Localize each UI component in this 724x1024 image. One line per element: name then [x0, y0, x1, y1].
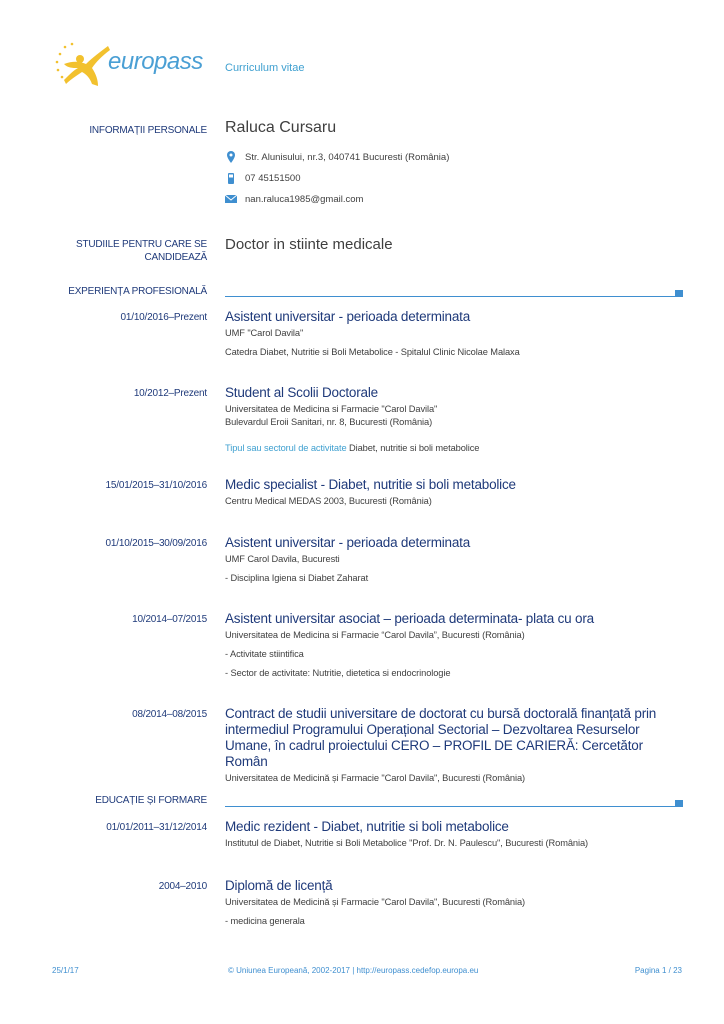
entry-line: Universitatea de Medicină și Farmacie "Carol Davila", Bucuresti (România): [225, 897, 526, 907]
experience-entry: [225, 611, 685, 680]
person-name: Raluca Cursaru: [225, 119, 337, 136]
phone-text: 07 45151500: [245, 172, 301, 184]
section-divider-square: [675, 290, 683, 297]
entry-date: 15/01/2015–31/10/2016: [105, 480, 207, 491]
sector-label: Tipul sau sectorul de activitate: [225, 443, 347, 453]
section-label-experience: EXPERIENȚA PROFESIONALĂ: [68, 286, 207, 297]
section-divider: [225, 296, 676, 297]
entry-date: 01/01/2011–31/12/2014: [106, 822, 207, 833]
entry-title: Asistent universitar - perioada determinata: [225, 309, 471, 324]
entry-title: Asistent universitar - perioada determinata: [225, 535, 471, 550]
entry-line: - Disciplina Igiena si Diabet Zaharat: [225, 573, 369, 583]
experience-entry: [225, 706, 680, 785]
footer-copyright[interactable]: © Uniunea Europeană, 2002-2017 | http://europass.cedefop.europa.eu: [228, 966, 479, 975]
entry-line: Institutul de Diabet, Nutritie si Boli Metabolice "Prof. Dr. N. Paulescu", Bucuresti (România): [225, 838, 589, 848]
entry-title: Medic specialist - Diabet, nutritie si boli metabolice: [225, 477, 516, 492]
entry-title: Contract de studii universitare de doctorat cu bursă doctorală finanțată prin intermediul Programului Operațional Sectorial – Dezvoltarea Resurselor Umane, în cadrul proiectului CERO – PROFIL DE CARIERĂ: Cercetător Român: [225, 706, 657, 769]
entry-line: Catedra Diabet, Nutritie si Boli Metabolice - Spitalul Clinic Nicolae Malaxa: [225, 347, 520, 357]
experience-entry: [225, 309, 685, 359]
entry-date: 08/2014–08/2015: [132, 709, 207, 720]
entry-date: 10/2012–Prezent: [133, 388, 207, 399]
studies-label-line1: STUDIILE PENTRU CARE SE: [76, 239, 207, 250]
mobile-phone-icon: [225, 172, 237, 184]
entry-line: - medicina generala: [225, 916, 305, 926]
entry-date: 10/2014–07/2015: [132, 614, 207, 625]
email-link[interactable]: nan.raluca1985@gmail.com: [245, 193, 364, 205]
footer-page-number: Pagina 1 / 23: [634, 966, 682, 975]
entry-line: - Activitate stiintifica: [225, 649, 304, 659]
experience-entry: [225, 385, 685, 455]
entry-line: Universitatea de Medicina si Farmacie "Carol Davila": [225, 404, 438, 414]
entry-title: Student al Scolii Doctorale: [225, 385, 378, 400]
entry-date: 2004–2010: [158, 881, 207, 892]
entry-line: UMF Carol Davila, Bucuresti: [225, 554, 340, 564]
email-envelope-icon: [225, 193, 237, 205]
address-row: [225, 151, 449, 163]
address-text: Str. Alunisului, nr.3, 040741 Bucuresti (România): [245, 151, 450, 163]
section-divider-square: [675, 800, 683, 807]
section-divider: [225, 806, 676, 807]
entry-title: Diplomă de licență: [225, 878, 333, 893]
section-label-studies: [76, 238, 207, 264]
phone-row: [225, 172, 300, 184]
email-row[interactable]: [225, 193, 363, 205]
entry-line: - Sector de activitate: Nutritie, dietetica si endocrinologie: [225, 668, 451, 678]
europass-logo: [52, 40, 212, 88]
location-pin-icon: [225, 151, 237, 163]
education-entry: [225, 878, 685, 928]
sector-row: [225, 442, 685, 455]
studies-label-line2: CANDIDEAZĂ: [144, 252, 207, 263]
entry-line: Universitatea de Medicina si Farmacie “Carol Davila”, Bucuresti (România): [225, 630, 525, 640]
entry-title: Asistent universitar asociat – perioada determinata- plata cu ora: [225, 611, 594, 626]
entry-date: 01/10/2015–30/09/2016: [105, 538, 207, 549]
document-title: Curriculum vitae: [225, 62, 305, 74]
logo-text: europass: [108, 48, 203, 75]
section-label-education: EDUCAȚIE ȘI FORMARE: [95, 795, 207, 806]
entry-date: 01/10/2016–Prezent: [120, 312, 207, 323]
experience-entry: [225, 535, 685, 585]
entry-line: UMF "Carol Davila": [225, 328, 304, 338]
studies-value: Doctor in stiinte medicale: [225, 236, 393, 253]
entry-line: Centru Medical MEDAS 2003, Bucuresti (România): [225, 496, 432, 506]
footer-date: 25/1/17: [52, 966, 79, 975]
sector-value: Diabet, nutritie si boli metabolice: [349, 443, 480, 453]
section-label-personal: INFORMAȚII PERSONALE: [89, 125, 207, 136]
entry-title: Medic rezident - Diabet, nutritie si boli metabolice: [225, 819, 509, 834]
education-entry: [225, 819, 685, 850]
experience-entry: [225, 477, 685, 508]
entry-line: Universitatea de Medicină și Farmacie "Carol Davila", Bucuresti (România): [225, 773, 526, 783]
entry-line: Bulevardul Eroii Sanitari, nr. 8, Bucuresti (România): [225, 417, 433, 427]
